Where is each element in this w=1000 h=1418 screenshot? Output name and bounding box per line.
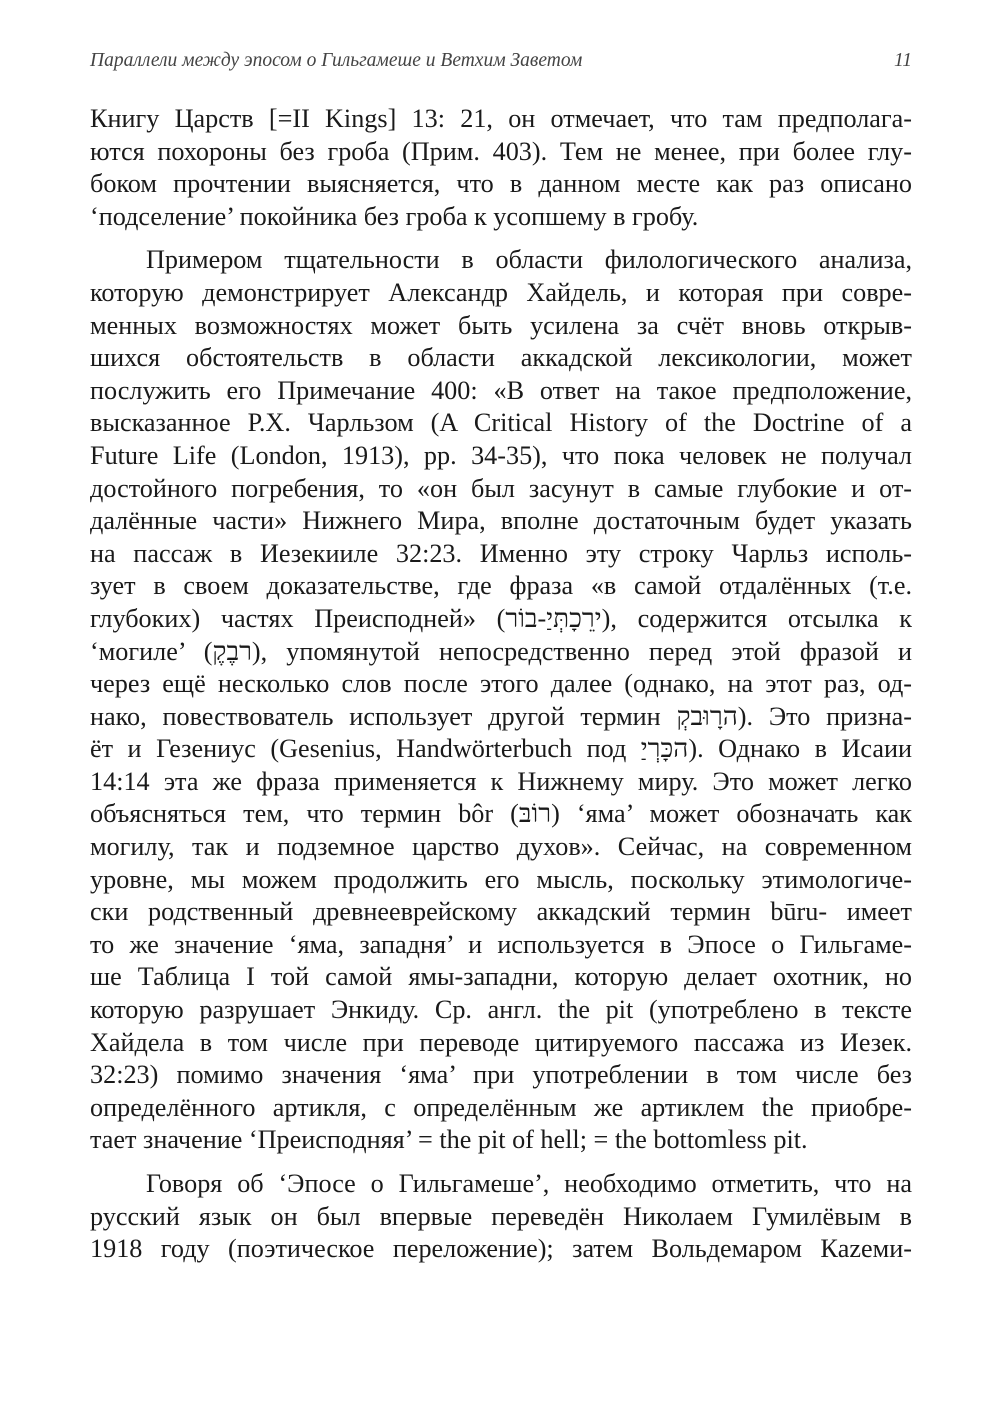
text-line: высказанное Р.Х. Чарльзом (A Critical History of the Doctrine of a xyxy=(90,408,912,438)
paragraph-2 xyxy=(90,244,912,1157)
text-line: Примером тщательности в области филологического анализа, xyxy=(146,245,912,275)
text-line: русский язык он был впервые переведён Николаем Гумилёвым в xyxy=(90,1201,912,1231)
text-line: менных возможностях может быть усилена за счёт вновь открыв- xyxy=(90,310,912,340)
text-line: тает значение ‘Преисподняя’ = the pit of hell; = the bottomless pit. xyxy=(90,1125,808,1155)
text-line: ше Таблица I той самой ямы-западни, которую делает охотник, но xyxy=(90,962,912,992)
text-line: ‘подселение’ покойника без гроба к усопшему в гробу. xyxy=(90,201,699,231)
text-line: через ещё несколько слов после этого далее (однако, на этот раз, од- xyxy=(90,669,912,699)
text-line: 1918 году (поэтическое переложение); затем Вольдемаром Кazеми- xyxy=(90,1234,912,1264)
text-line: нако, повествователь использует другой термин ‭קְבוּרָה‬). Это призна- xyxy=(90,701,912,731)
text-line: боком прочтении выясняется, что в данном месте как раз описано xyxy=(90,169,912,199)
text-line: шихся обстоятельств в области аккадской лексикологии, может xyxy=(90,343,912,373)
text-line: определённого артикля, с определённым же артиклем the приобре- xyxy=(90,1092,912,1122)
text-line: глубоких) частях Преисподней» (‭רוֹב-יַתְּכָרֵי‬), содержится отсылка к xyxy=(90,603,912,633)
running-title: Параллели между эпосом о Гильгамеше и Ветхим Заветом xyxy=(90,50,583,71)
text-line: Книгу Царств [=II Kings] 13: 21, он отмечает, что там предполага- xyxy=(90,104,912,133)
text-line: которую демонстрирует Александр Хайдель, и которая при совре- xyxy=(90,277,912,307)
book-page xyxy=(90,0,912,1418)
text-line: ёт и Гезениус (Gesenius, Handwörterbuch под ‭יַרְכָּה‬). Однако в Исаии xyxy=(90,734,912,764)
text-line: зует в своем доказательстве, где фраза «в самой отдалённых (т.е. xyxy=(90,571,912,601)
page-number: 11 xyxy=(893,50,912,71)
paragraph-3 xyxy=(90,1168,912,1266)
running-header xyxy=(90,50,912,80)
paragraph-1 xyxy=(90,103,912,233)
text-line: далённые части» Нижнего Мира, вполне достаточным будет указать xyxy=(90,506,912,536)
text-line: на пассаж в Иезекииле 32:23. Именно эту строку Чарльз исполь- xyxy=(90,538,912,568)
text-line: ‘могиле’ (‭קֶבֶר‬), упомянутой непосредственно перед этой фразой и xyxy=(90,636,912,666)
text-line: Говоря об ‘Эпосе о Гильгамеше’, необходимо отметить, что на xyxy=(146,1169,912,1198)
text-line: объясняться тем, что термин bôr (‭בּוֹר‬) ‘яма’ может обозначать как xyxy=(90,799,912,829)
text-line: послужить его Примечание 400: «В ответ на такое предположение, xyxy=(90,375,912,405)
text-line: 32:23) помимо значения ‘яма’ при употреблении в том числе без xyxy=(90,1060,912,1090)
text-line: достойного погребения, то «он был засунут в самые глубокие и от- xyxy=(90,473,912,503)
body-text xyxy=(90,103,912,1266)
text-line: Хайдела в том числе при переводе цитируемого пассажа из Иезек. xyxy=(90,1027,912,1057)
text-line: 14:14 эта же фраза применяется к Нижнему миру. Это может легко xyxy=(90,766,912,796)
text-line: ски родственный древнееврейскому аккадский термин būru- имеет xyxy=(90,897,912,927)
text-line: то же значение ‘яма, западня’ и используется в Эпосе о Гильгаме- xyxy=(90,929,912,959)
text-line: которую разрушает Энкиду. Ср. англ. the pit (употреблено в тексте xyxy=(90,995,912,1025)
text-line: могилу, так и подземное царство духов». Сейчас, на современном xyxy=(90,832,912,862)
text-line: уровне, мы можем продолжить его мысль, поскольку этимологиче- xyxy=(90,864,912,894)
text-line: ются похороны без гроба (Прим. 403). Тем не менее, при более глу- xyxy=(90,136,912,166)
text-line: Future Life (London, 1913), pp. 34-35), что пока человек не получал xyxy=(90,440,912,470)
